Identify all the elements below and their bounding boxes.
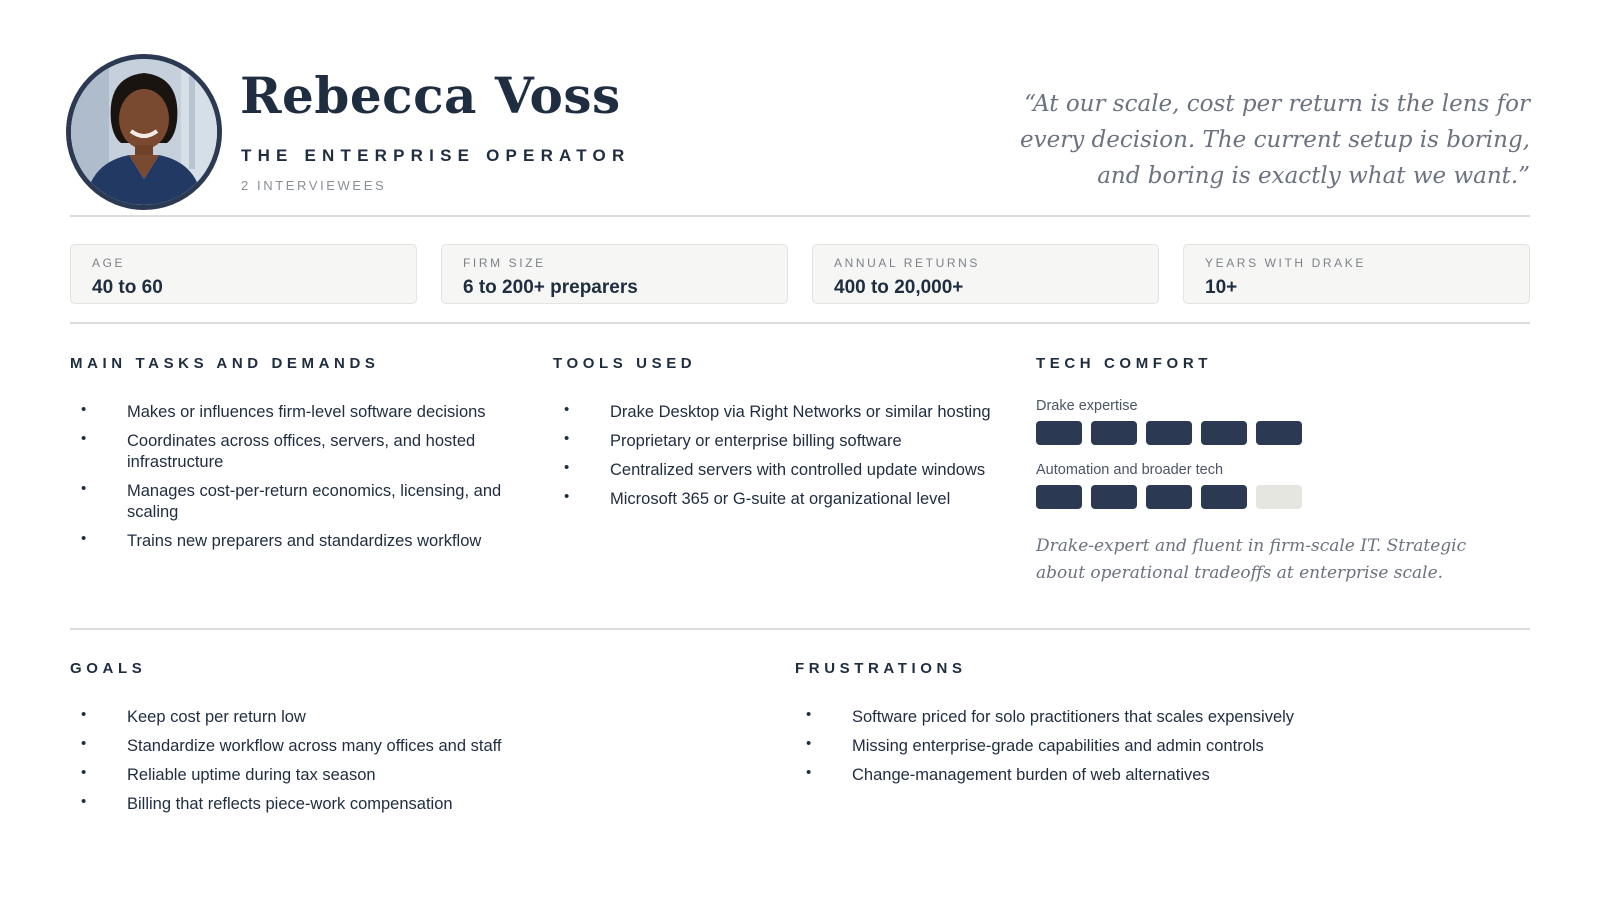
rating-label-drake: Drake expertise	[1036, 398, 1138, 414]
stat-value: 400 to 20,000+	[834, 277, 964, 298]
rating-dot-filled	[1091, 485, 1137, 509]
stat-label: FIRM SIZE	[463, 256, 546, 270]
avatar	[66, 54, 222, 210]
rating-drake-expertise	[1036, 421, 1530, 445]
section-title: GOALS	[70, 660, 147, 677]
list-item: • Trains new preparers and standardizes workflow	[70, 531, 520, 552]
stat-label: YEARS WITH DRAKE	[1205, 256, 1366, 270]
tools-section	[553, 355, 1013, 518]
section-title: TECH COMFORT	[1036, 355, 1213, 372]
stats-row	[70, 244, 1530, 304]
frustrations-section	[795, 660, 1530, 794]
tools-list	[553, 402, 1013, 510]
stat-value: 10+	[1205, 277, 1238, 298]
list-item: • Proprietary or enterprise billing software	[553, 431, 1013, 452]
persona-name: Rebecca Voss	[240, 66, 621, 125]
list-item: • Centralized servers with controlled update windows	[553, 460, 1013, 481]
rating-dot-filled	[1036, 421, 1082, 445]
goals-list	[70, 707, 770, 815]
divider	[70, 215, 1530, 217]
rating-dot-empty	[1256, 485, 1302, 509]
list-item: • Drake Desktop via Right Networks or similar hosting	[553, 402, 1013, 423]
persona-role: THE ENTERPRISE OPERATOR	[241, 146, 631, 165]
list-item: • Manages cost-per-return economics, licensing, and scaling	[70, 481, 520, 523]
stat-value: 6 to 200+ preparers	[463, 277, 638, 298]
section-title: TOOLS USED	[553, 355, 697, 372]
tasks-section	[70, 355, 520, 560]
tech-comfort-note: Drake-expert and fluent in firm-scale IT. Strategic about operational tradeoffs at enterprise scale.	[1036, 536, 1467, 583]
persona-quote: “At our scale, cost per return is the lens for every decision. The current setup is boring, and boring is exactly what we want.”	[1019, 91, 1530, 189]
list-item: • Coordinates across offices, servers, and hosted infrastructure	[70, 431, 520, 473]
list-item: • Standardize workflow across many offices and staff	[70, 736, 770, 757]
list-item: • Billing that reflects piece-work compensation	[70, 794, 770, 815]
avatar-portrait	[71, 59, 217, 205]
list-item: • Change-management burden of web alternatives	[795, 765, 1530, 786]
list-item: • Microsoft 365 or G-suite at organizational level	[553, 489, 1013, 510]
interviewee-count: 2 INTERVIEWEES	[241, 178, 387, 193]
rating-dot-filled	[1256, 421, 1302, 445]
rating-dot-filled	[1146, 485, 1192, 509]
stat-label: AGE	[92, 256, 126, 270]
stat-card-firm-size	[441, 244, 788, 304]
rating-dot-filled	[1146, 421, 1192, 445]
stat-label: ANNUAL RETURNS	[834, 256, 980, 270]
goals-section	[70, 660, 770, 823]
list-item: • Software priced for solo practitioners that scales expensively	[795, 707, 1530, 728]
rating-dot-filled	[1201, 421, 1247, 445]
rating-label-automation: Automation and broader tech	[1036, 462, 1224, 478]
rating-dot-filled	[1091, 421, 1137, 445]
stat-card-years-with-drake	[1183, 244, 1530, 304]
section-title: FRUSTRATIONS	[795, 660, 967, 677]
list-item: • Reliable uptime during tax season	[70, 765, 770, 786]
list-item: • Makes or influences firm-level software decisions	[70, 402, 520, 423]
stat-card-annual-returns	[812, 244, 1159, 304]
frustrations-list	[795, 707, 1530, 786]
section-title: MAIN TASKS AND DEMANDS	[70, 355, 380, 372]
stat-value: 40 to 60	[92, 277, 163, 298]
list-item: • Missing enterprise-grade capabilities and admin controls	[795, 736, 1530, 757]
persona-header	[70, 52, 1530, 212]
list-item: • Keep cost per return low	[70, 707, 770, 728]
tech-comfort-section	[1036, 355, 1530, 587]
stat-card-age	[70, 244, 417, 304]
rating-dot-filled	[1036, 485, 1082, 509]
tasks-list	[70, 402, 520, 552]
rating-automation	[1036, 485, 1530, 509]
divider	[70, 322, 1530, 324]
divider	[70, 628, 1530, 630]
rating-dot-filled	[1201, 485, 1247, 509]
